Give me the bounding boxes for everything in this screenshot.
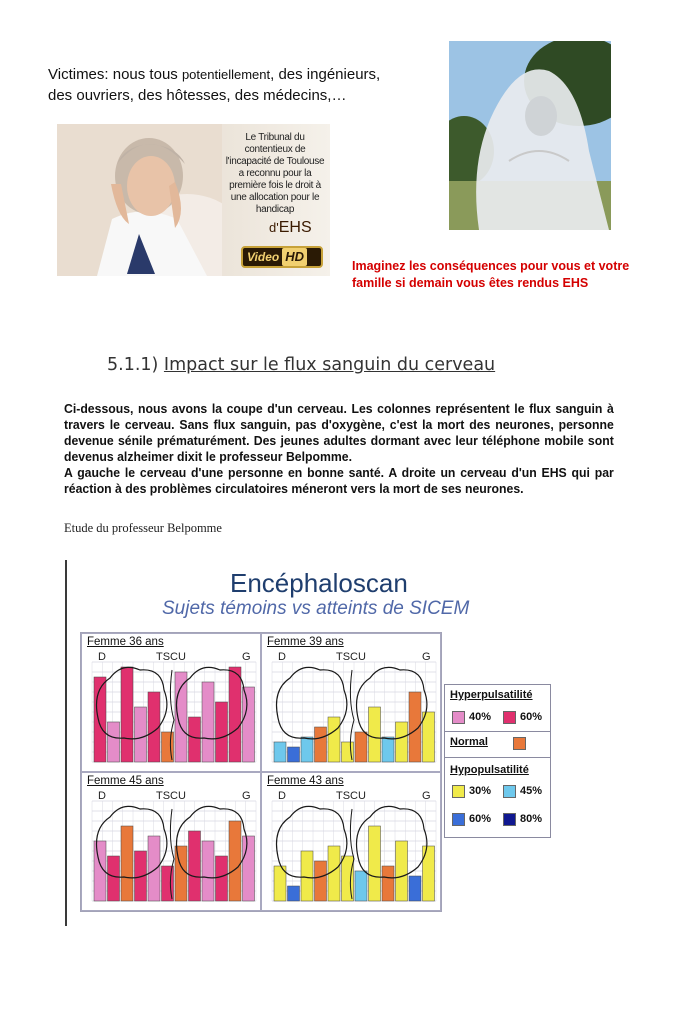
legend-hypo-title: Hypopulsatilité [450, 764, 529, 776]
legend-hypo80-label: 80% [520, 813, 543, 825]
scan-bar [396, 841, 408, 901]
scan-bar [216, 702, 228, 762]
imagine-warning-text [352, 258, 652, 292]
scan-bar [135, 707, 147, 762]
scan-bar [148, 836, 160, 901]
scan-bar [274, 742, 286, 762]
legend-divider [445, 731, 550, 732]
scan-bar [355, 732, 367, 762]
brain-letter-g: G [422, 790, 431, 802]
woman-photo [57, 124, 222, 276]
scan-bar [108, 722, 120, 762]
victims-text-line2: des ouvriers, des hôtesses, des médecins,… [48, 87, 347, 104]
scan-panel-label: Femme 45 ans [87, 775, 164, 787]
body-text [64, 401, 614, 497]
section-number: 5.1.1) [107, 355, 164, 375]
body-paragraph-1: Ci-dessous, nous avons la coupe d'un cerveau. Les colonnes représentent le flux sanguin à travers le cerveau. Sans flux sanguin, pas d'oxygène, c'est la mort des neurones, personne devenue sénile prématurément. Des jeunes adultes dormant avec leur téléphone mobile sont devenus alzheimer dixit le professeur Belpomme. [64, 402, 614, 464]
legend-swatch-hypo80 [503, 813, 516, 826]
brain-scan-chart [264, 650, 440, 770]
scan-bar [202, 682, 214, 762]
video-thumbnail[interactable] [57, 124, 330, 276]
brain-letter-d: D [278, 790, 286, 802]
slide-left-rule [65, 560, 67, 926]
scan-bar [328, 717, 340, 762]
scan-bar [202, 841, 214, 901]
scan-bar [382, 737, 394, 762]
scan-panel-1 [81, 633, 261, 772]
scan-bar [175, 846, 187, 901]
legend-swatch-hypo30 [452, 785, 465, 798]
scan-bar [189, 831, 201, 901]
video-badge-label: Video [247, 250, 280, 264]
brain-letter-g: G [242, 790, 251, 802]
scan-panel-label: Femme 36 ans [87, 636, 164, 648]
scan-bar [423, 846, 435, 901]
scan-bar [189, 717, 201, 762]
scan-bar [121, 667, 133, 762]
brain-letter-g: G [242, 651, 251, 663]
scan-bar [216, 856, 228, 901]
scan-panel-3 [81, 772, 261, 911]
brain-letter-d: D [278, 651, 286, 663]
video-hd-badge[interactable] [241, 246, 323, 268]
scan-bar [121, 826, 133, 901]
brain-letter-tscu: TSCU [336, 790, 366, 802]
victims-text-a: Victimes: nous tous [48, 66, 182, 83]
legend-hyper40-label: 40% [469, 711, 492, 723]
brain-letter-tscu: TSCU [156, 790, 186, 802]
section-heading [107, 355, 495, 375]
scan-bar [229, 667, 241, 762]
scan-legend [444, 684, 551, 838]
legend-hyper60-label: 60% [520, 711, 543, 723]
legend-swatch-hyper60 [503, 711, 516, 724]
scan-panel-2 [261, 633, 441, 772]
scan-bar [315, 727, 327, 762]
slide-subtitle: Sujets témoins vs atteints de SICEM [162, 598, 470, 619]
legend-swatch-hyper40 [452, 711, 465, 724]
section-title: Impact sur le flux sanguin du cerveau [163, 355, 496, 375]
scan-panel-4 [261, 772, 441, 911]
scan-bar [108, 856, 120, 901]
brain-letter-d: D [98, 651, 106, 663]
imagine-line2: famille si demain vous êtes rendus EHS [352, 276, 589, 290]
legend-hypo60-label: 60% [469, 813, 492, 825]
body-paragraph-2: A gauche le cerveau d'une personne en bonne santé. A droite un cerveau d'un EHS qui par réaction à des problèmes circulatoires méneront vers la mort de ses neurones. [64, 466, 614, 496]
legend-hyper-title: Hyperpulsatilité [450, 689, 533, 701]
video-tag-prefix: d' [269, 220, 279, 235]
brain-scan-chart [84, 650, 260, 770]
scan-bar [243, 687, 255, 762]
study-caption: Etude du professeur Belpomme [64, 521, 222, 535]
legend-swatch-normal [513, 737, 526, 750]
legend-divider [445, 757, 550, 758]
scan-bar [301, 737, 313, 762]
victims-text-small: potentiellement [181, 67, 271, 82]
scan-bar [342, 856, 354, 901]
video-caption: Le Tribunal du contentieux de l'incapacité de Toulouse a reconnu pour la première fois le droit à une allocation pour le handicap [225, 132, 325, 215]
scan-bar [243, 836, 255, 901]
brain-scan-chart [84, 789, 260, 909]
scan-panel-label: Femme 43 ans [267, 775, 344, 787]
brain-letter-g: G [422, 651, 431, 663]
scan-bar [175, 672, 187, 762]
legend-hypo30-label: 30% [469, 785, 492, 797]
brain-scan-chart [264, 789, 440, 909]
scan-bar [355, 871, 367, 901]
scan-bar [301, 851, 313, 901]
scan-bar [409, 876, 421, 901]
video-hd-label: HD [282, 248, 307, 266]
scan-bar [369, 826, 381, 901]
scan-bar [288, 747, 300, 762]
legend-hypo45-label: 45% [520, 785, 543, 797]
victims-paragraph [48, 64, 428, 106]
scan-bar [315, 861, 327, 901]
brain-letter-tscu: TSCU [156, 651, 186, 663]
imagine-line1: Imaginez les conséquences pour vous et votre [352, 259, 630, 273]
legend-swatch-hypo60 [452, 813, 465, 826]
encephaloscan-grid [80, 632, 442, 912]
scan-panel-label: Femme 39 ans [267, 636, 344, 648]
brain-letter-d: D [98, 790, 106, 802]
scan-bar [382, 866, 394, 901]
victims-text-b: , des ingénieurs, [270, 66, 381, 83]
legend-swatch-hypo45 [503, 785, 516, 798]
brain-letter-tscu: TSCU [336, 651, 366, 663]
slide-title: Encéphaloscan [230, 568, 408, 598]
scan-bar [423, 712, 435, 762]
scan-bar [288, 886, 300, 901]
scan-bar [229, 821, 241, 901]
video-tag: EHS [278, 219, 312, 236]
veiled-person-photo [449, 41, 611, 230]
legend-normal-title: Normal [450, 736, 488, 748]
video-ehs-tag [269, 219, 312, 237]
scan-bar [396, 722, 408, 762]
scan-bar [369, 707, 381, 762]
